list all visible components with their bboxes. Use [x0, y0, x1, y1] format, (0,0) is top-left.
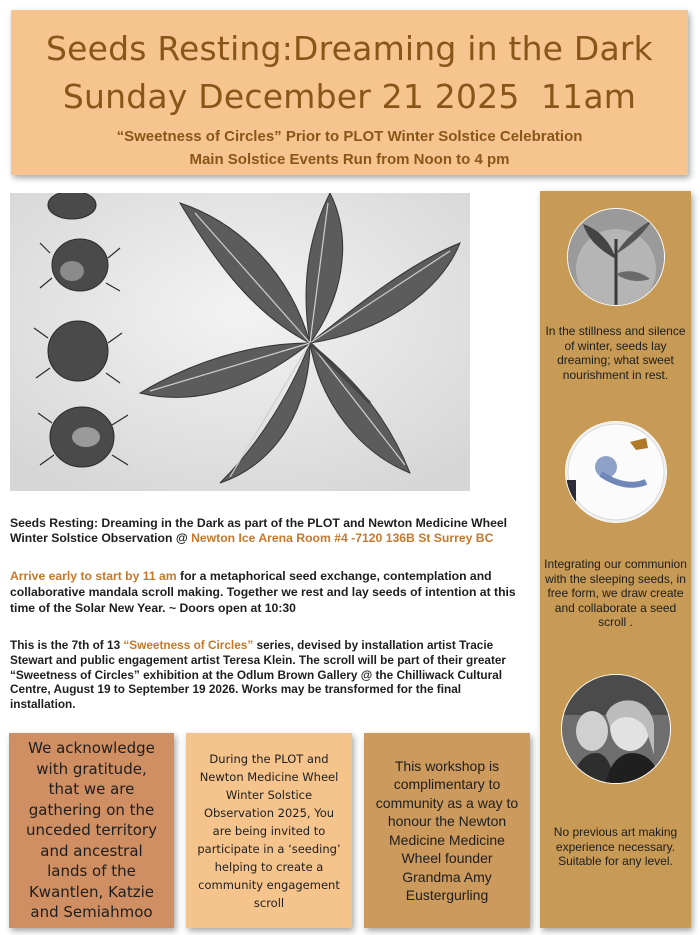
- event-schedule: Main Solstice Events Run from Noon to 4 pm: [189, 151, 510, 168]
- invitation-box: [186, 733, 352, 928]
- location-text: Newton Ice Arena Room #4 -7120 136B St Surrey BC: [191, 531, 494, 545]
- invitation-text: During the PLOT and Newton Medicine Wheel Winter Solstice Observation 2025, You are being invited to participate in a ‘seeding’ helping to create a community engagement scroll: [197, 751, 341, 910]
- header-banner: [11, 10, 688, 175]
- acknowledgement-text: We acknowledge with gratitude, that we are gathering on the unceded territory and ancestral lands of the Kwantlen, Katzie and Semiahmoo: [26, 739, 157, 922]
- event-date: Sunday December 21 2025 11am: [62, 77, 637, 116]
- painted-plate-photo: [565, 421, 667, 523]
- complimentary-box: [364, 733, 530, 928]
- sprouting-plant-photo: [567, 208, 665, 306]
- arrive-text: for a metaphorical seed exchange, contemplation and collaborative mandala scroll making. Together we rest and lay seeds of intention at this time of the Solar New Year. ~ Doors open at 10:30: [10, 569, 516, 615]
- series-name: “Sweetness of Circles”: [123, 638, 254, 652]
- intro-paragraph: [10, 516, 522, 546]
- intro-text: Seeds Resting: Dreaming in the Dark as part of the PLOT and Newton Medicine Wheel Winter Solstice Observation @: [10, 516, 508, 545]
- series-text: series, devised by installation artist Tracie Stewart and public engagement artist Teresa Klein. The scroll will be part of their greater “Sweetness of Circles” exhibition at the Odlum Brown Gallery @ the Chilliwack Cultural Centre, August 19 to September 19 2026. Works may be transformed for the final installation.: [10, 638, 507, 712]
- complimentary-text: This workshop is complimentary to community as a way to honour the Newton Medicine Medicine Wheel founder Grandma Amy Eustergurling: [375, 757, 519, 903]
- integrating-text: Integrating our communion with the sleeping seeds, in free form, we draw create and collaborate a seed scroll .: [544, 557, 687, 629]
- series-intro: This is the 7th of 13: [10, 638, 124, 652]
- no-experience-text: No previous art making experience necessary. Suitable for any level.: [553, 825, 678, 868]
- chestnut-photo: [10, 193, 470, 491]
- acknowledgement-box: [9, 733, 174, 928]
- event-title: Seeds Resting:Dreaming in the Dark: [46, 29, 653, 68]
- two-artists-portrait-photo: [561, 674, 671, 784]
- stillness-text: In the stillness and silence of winter, seeds lay dreaming; what sweet nourishment in rest.: [545, 324, 686, 382]
- sidebar-panel: [540, 191, 691, 928]
- series-paragraph: [10, 638, 522, 712]
- event-subtitle: “Sweetness of Circles” Prior to PLOT Winter Solstice Celebration: [116, 128, 583, 145]
- chestnut-leaves-and-husks-photo: [10, 193, 470, 491]
- arrive-paragraph: [10, 568, 522, 616]
- arrive-highlight: Arrive early to start by 11 am: [10, 569, 177, 583]
